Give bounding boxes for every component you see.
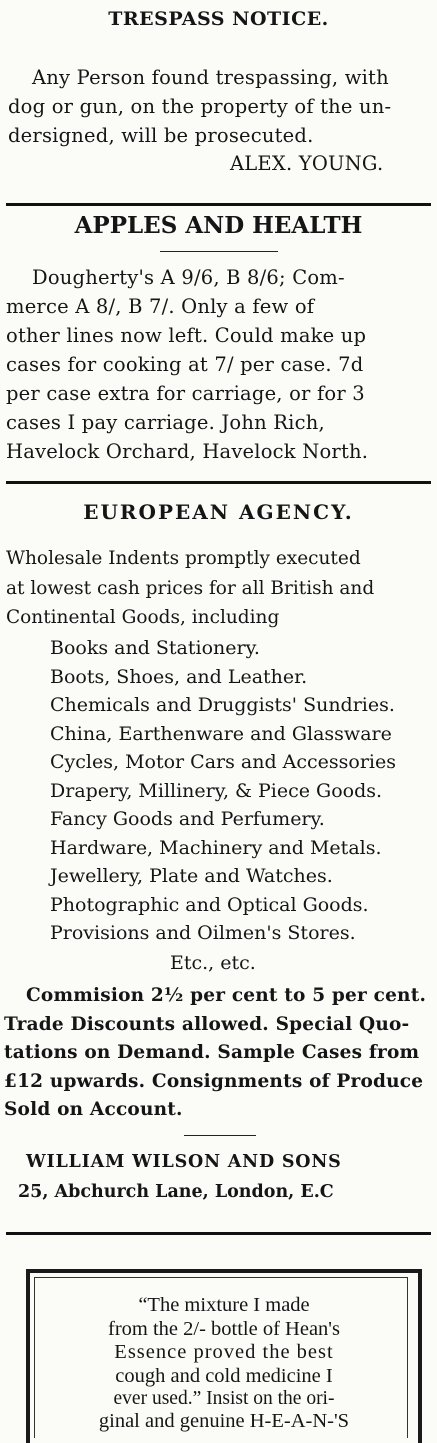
apples-line-2: merce A 8/, B 7/. Only a few of	[6, 295, 315, 318]
trespass-signature: ALEX. YOUNG.	[230, 152, 384, 175]
agency-terms-1: Commision 2½ per cent to 5 per cent.	[26, 985, 427, 1006]
heans-line-2: from the 2/- bottle of Hean's	[108, 1318, 340, 1340]
agency-goods-1: Books and Stationery.	[50, 637, 260, 659]
agency-goods-5: Cycles, Motor Cars and Accessories	[50, 751, 396, 773]
trespass-line-3: dersigned, will be prosecuted.	[8, 124, 314, 147]
apples-line-3: other lines now left. Could make up	[6, 324, 367, 347]
apples-line-5: per case extra for carriage, or for 3	[6, 382, 365, 405]
agency-goods-6: Drapery, Millinery, & Piece Goods.	[50, 780, 383, 802]
heans-line-5: ever used.” Insist on the ori-	[113, 1388, 335, 1409]
agency-intro-3: Continental Goods, including	[6, 607, 280, 628]
heans-line-6: ginal and genuine H-E-A-N-'S	[98, 1410, 350, 1432]
heans-line-4: cough and cold medicine I	[115, 1365, 333, 1387]
apples-line-7: Havelock Orchard, Havelock North.	[6, 440, 369, 463]
agency-goods-4: China, Earthenware and Glassware	[50, 723, 392, 745]
agency-firm: WILLIAM WILSON AND SONS	[26, 1152, 342, 1172]
agency-goods-3: Chemicals and Druggists' Sundries.	[50, 694, 395, 716]
agency-goods-2: Boots, Shoes, and Leather.	[50, 666, 308, 688]
divider-3	[6, 1232, 431, 1235]
trespass-line-1: Any Person found trespassing, with	[32, 66, 389, 89]
divider-2	[6, 481, 431, 484]
agency-etc: Etc., etc.	[170, 952, 256, 974]
apples-title-rule	[160, 251, 278, 252]
agency-goods-11: Provisions and Oilmen's Stores.	[50, 922, 356, 944]
agency-terms-2: Trade Discounts allowed. Special Quo-	[4, 1014, 410, 1035]
trespass-line-2: dog or gun, on the property of the un-	[8, 95, 392, 118]
agency-terms-5: Sold on Account.	[4, 1099, 183, 1120]
agency-goods-7: Fancy Goods and Perfumery.	[50, 808, 325, 830]
agency-title: EUROPEAN AGENCY.	[83, 500, 354, 524]
agency-goods-9: Jewellery, Plate and Watches.	[50, 865, 333, 887]
heans-line-3: Essence proved the best	[114, 1341, 334, 1363]
agency-address: 25, Abchurch Lane, London, E.C	[18, 1182, 334, 1202]
agency-intro-1: Wholesale Indents promptly executed	[6, 548, 361, 569]
agency-terms-3: tations on Demand. Sample Cases from	[4, 1042, 420, 1063]
apples-line-4: cases for cooking at 7/ per case. 7d	[6, 353, 364, 376]
apples-line-6: cases I pay carriage. John Rich,	[6, 411, 325, 434]
agency-goods-8: Hardware, Machinery and Metals.	[50, 837, 382, 859]
apples-line-1: Dougherty's A 9/6, B 8/6; Com-	[32, 266, 345, 289]
agency-goods-10: Photographic and Optical Goods.	[50, 894, 369, 916]
trespass-title: TRESPASS NOTICE.	[108, 8, 329, 30]
agency-terms-4: £12 upwards. Consignments of Produce	[4, 1071, 424, 1092]
divider-1	[6, 203, 431, 206]
agency-intro-2: at lowest cash prices for all British and	[6, 578, 375, 599]
apples-title: APPLES AND HEALTH	[74, 212, 363, 239]
heans-line-1: “The mixture I made	[138, 1294, 310, 1316]
agency-firm-rule	[184, 1135, 256, 1136]
